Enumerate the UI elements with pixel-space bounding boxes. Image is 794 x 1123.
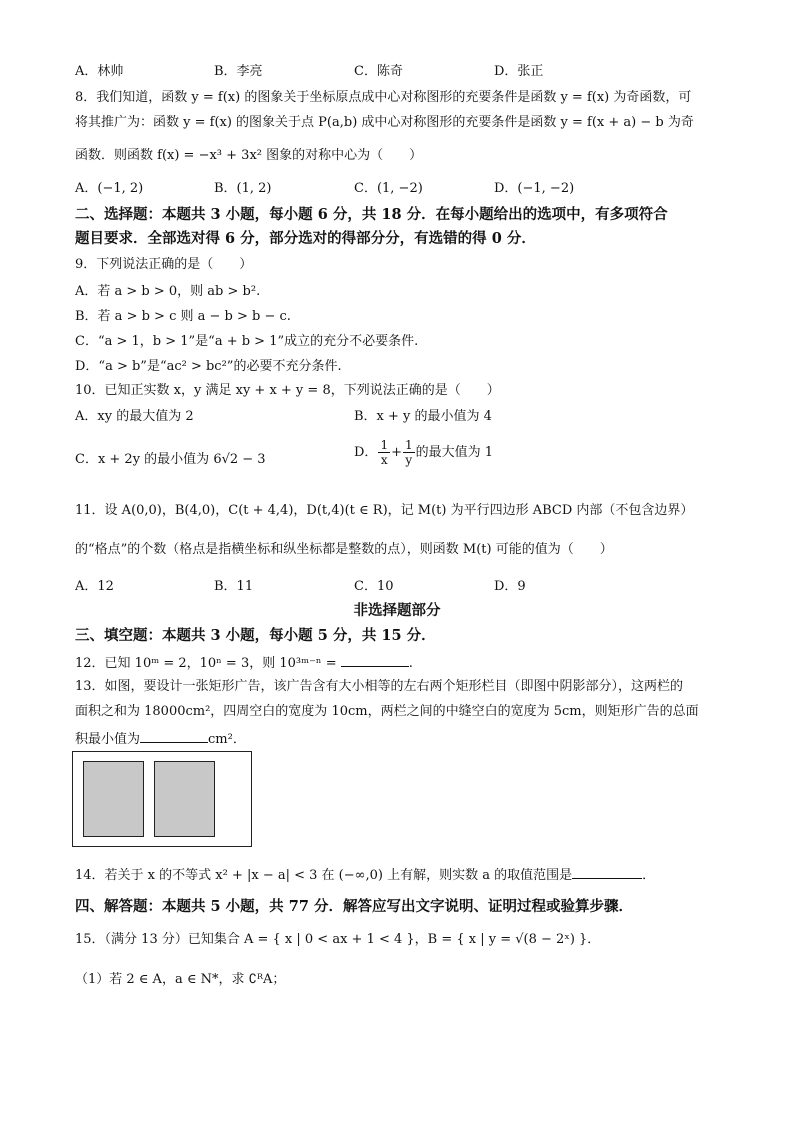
q9-option-b: B．若 a > b > c 则 a − b > b − c. xyxy=(75,309,291,324)
plus-sign: + xyxy=(391,444,402,460)
section-2-heading-line-1: 二、选择题：本题共 3 小题，每小题 6 分，共 18 分．在每小题给出的选项中，有多项符合 xyxy=(75,206,668,223)
q10-option-d-prefix: D． xyxy=(354,444,378,460)
q8-option-c: C．(1, −2) xyxy=(354,181,423,196)
q8-option-b: B．(1, 2) xyxy=(214,181,272,196)
q10-fraction-1-over-x xyxy=(378,438,390,467)
q14-end: ． xyxy=(642,868,656,883)
q12-answer-blank[interactable] xyxy=(341,653,409,667)
fraction-numerator: 1 xyxy=(380,438,389,452)
q10-option-d xyxy=(354,438,493,467)
q15-stem: 15．（满分 13 分）已知集合 A = { x | 0 < ax + 1 < 4 }，B = { x | y = √(8 − 2ˣ) }． xyxy=(75,932,601,947)
q10-option-c: C．x + 2y 的最小值为 6√2 − 3 xyxy=(75,452,266,467)
fraction-numerator: 1 xyxy=(404,438,413,452)
q8-option-a: A．(−1, 2) xyxy=(75,181,144,196)
q10-option-a: A．xy 的最大值为 2 xyxy=(75,409,194,424)
q8-line-3: 函数．则函数 f(x) = −x³ + 3x² 图象的对称中心为（ ） xyxy=(75,148,423,163)
q10-stem: 10．已知正实数 x，y 满足 xy + x + y = 8，下列说法正确的是（ ） xyxy=(75,383,500,398)
q10-fraction-1-over-y xyxy=(403,438,415,467)
q9-option-c: C．“a > 1，b > 1”是“a + b > 1”成立的充分不必要条件. xyxy=(75,334,419,349)
q13-line-3-prefix: 积最小值为 xyxy=(75,732,141,747)
q11-option-c: C．10 xyxy=(354,579,394,594)
q12-text: 12．已知 10ᵐ = 2，10ⁿ = 3，则 10³ᵐ⁻ⁿ = xyxy=(75,656,337,671)
q14 xyxy=(75,865,655,885)
q7-option-c: C．陈奇 xyxy=(354,64,403,79)
fraction-denominator: x xyxy=(380,453,388,467)
q14-answer-blank[interactable] xyxy=(572,865,642,879)
q8-line-1: 8．我们知道，函数 y = f(x) 的图象关于坐标原点成中心对称图形的充要条件是函数 y = f(x) 为奇函数，可 xyxy=(75,90,692,105)
fraction-denominator: y xyxy=(405,453,413,467)
q12-end: . xyxy=(408,656,413,671)
q7-option-b: B．李亮 xyxy=(214,64,263,79)
section-2-heading-line-2: 题目要求．全部选对得 6 分，部分选对的得部分分，有选错的得 0 分． xyxy=(75,230,536,247)
section-3-heading: 三、填空题：本题共 3 小题，每小题 5 分，共 15 分． xyxy=(75,627,436,644)
q9-stem: 9．下列说法正确的是（ ） xyxy=(75,257,253,272)
q7-option-d: D．张正 xyxy=(494,64,544,79)
q8-option-d: D．(−1, −2) xyxy=(494,181,575,196)
q10-option-d-suffix: 的最大值为 1 xyxy=(415,444,494,460)
q14-text: 14．若关于 x 的不等式 x² + |x − a| < 3 在 (−∞,0) 上有解，则实数 a 的取值范围是 xyxy=(75,868,573,883)
q13-answer-blank[interactable] xyxy=(140,729,208,743)
q13-line-3-suffix: cm²． xyxy=(208,732,246,747)
q11-line-2: 的“格点”的个数（格点是指横坐标和纵坐标都是整数的点），则函数 M(t) 可能的值为（ ） xyxy=(75,542,613,557)
q12 xyxy=(75,653,413,673)
q13-line-3 xyxy=(75,729,246,749)
q9-option-d: D．“a > b”是“ac² > bc²”的必要不充分条件. xyxy=(75,359,342,374)
advertisement-figure xyxy=(72,751,252,847)
q13-line-2: 面积之和为 18000cm²，四周空白的宽度为 10cm，两栏之间的中缝空白的宽度为 5cm，则矩形广告的总面 xyxy=(75,704,699,719)
q8-line-2: 将其推广为：函数 y = f(x) 的图象关于点 P(a,b) 成中心对称图形的充要条件是函数 y = f(x + a) − b 为奇 xyxy=(75,115,694,130)
right-shaded-column xyxy=(154,761,215,837)
q10-option-b: B．x + y 的最小值为 4 xyxy=(354,409,492,424)
q11-line-1: 11．设 A(0,0)，B(4,0)，C(t + 4,4)，D(t,4)(t ∈ R)，记 M(t) 为平行四边形 ABCD 内部（不包含边界） xyxy=(75,503,694,518)
q11-option-b: B．11 xyxy=(214,579,254,594)
q11-option-a: A．12 xyxy=(75,579,114,594)
left-shaded-column xyxy=(83,761,144,837)
q7-option-a: A．林帅 xyxy=(75,64,124,79)
q9-option-a: A．若 a > b > 0，则 ab > b². xyxy=(75,284,261,299)
part-title: 非选择题部分 xyxy=(353,602,441,619)
section-4-heading: 四、解答题：本题共 5 小题，共 77 分．解答应写出文字说明、证明过程或验算步骤． xyxy=(75,898,633,915)
q13-line-1: 13．如图，要设计一张矩形广告，该广告含有大小相等的左右两个矩形栏目（即图中阴影部分），这两栏的 xyxy=(75,679,684,694)
q15-subquestion-1: （1）若 2 ∈ A，a ∈ N*，求 ∁ᴿA； xyxy=(75,972,286,987)
q11-option-d: D．9 xyxy=(494,579,526,594)
